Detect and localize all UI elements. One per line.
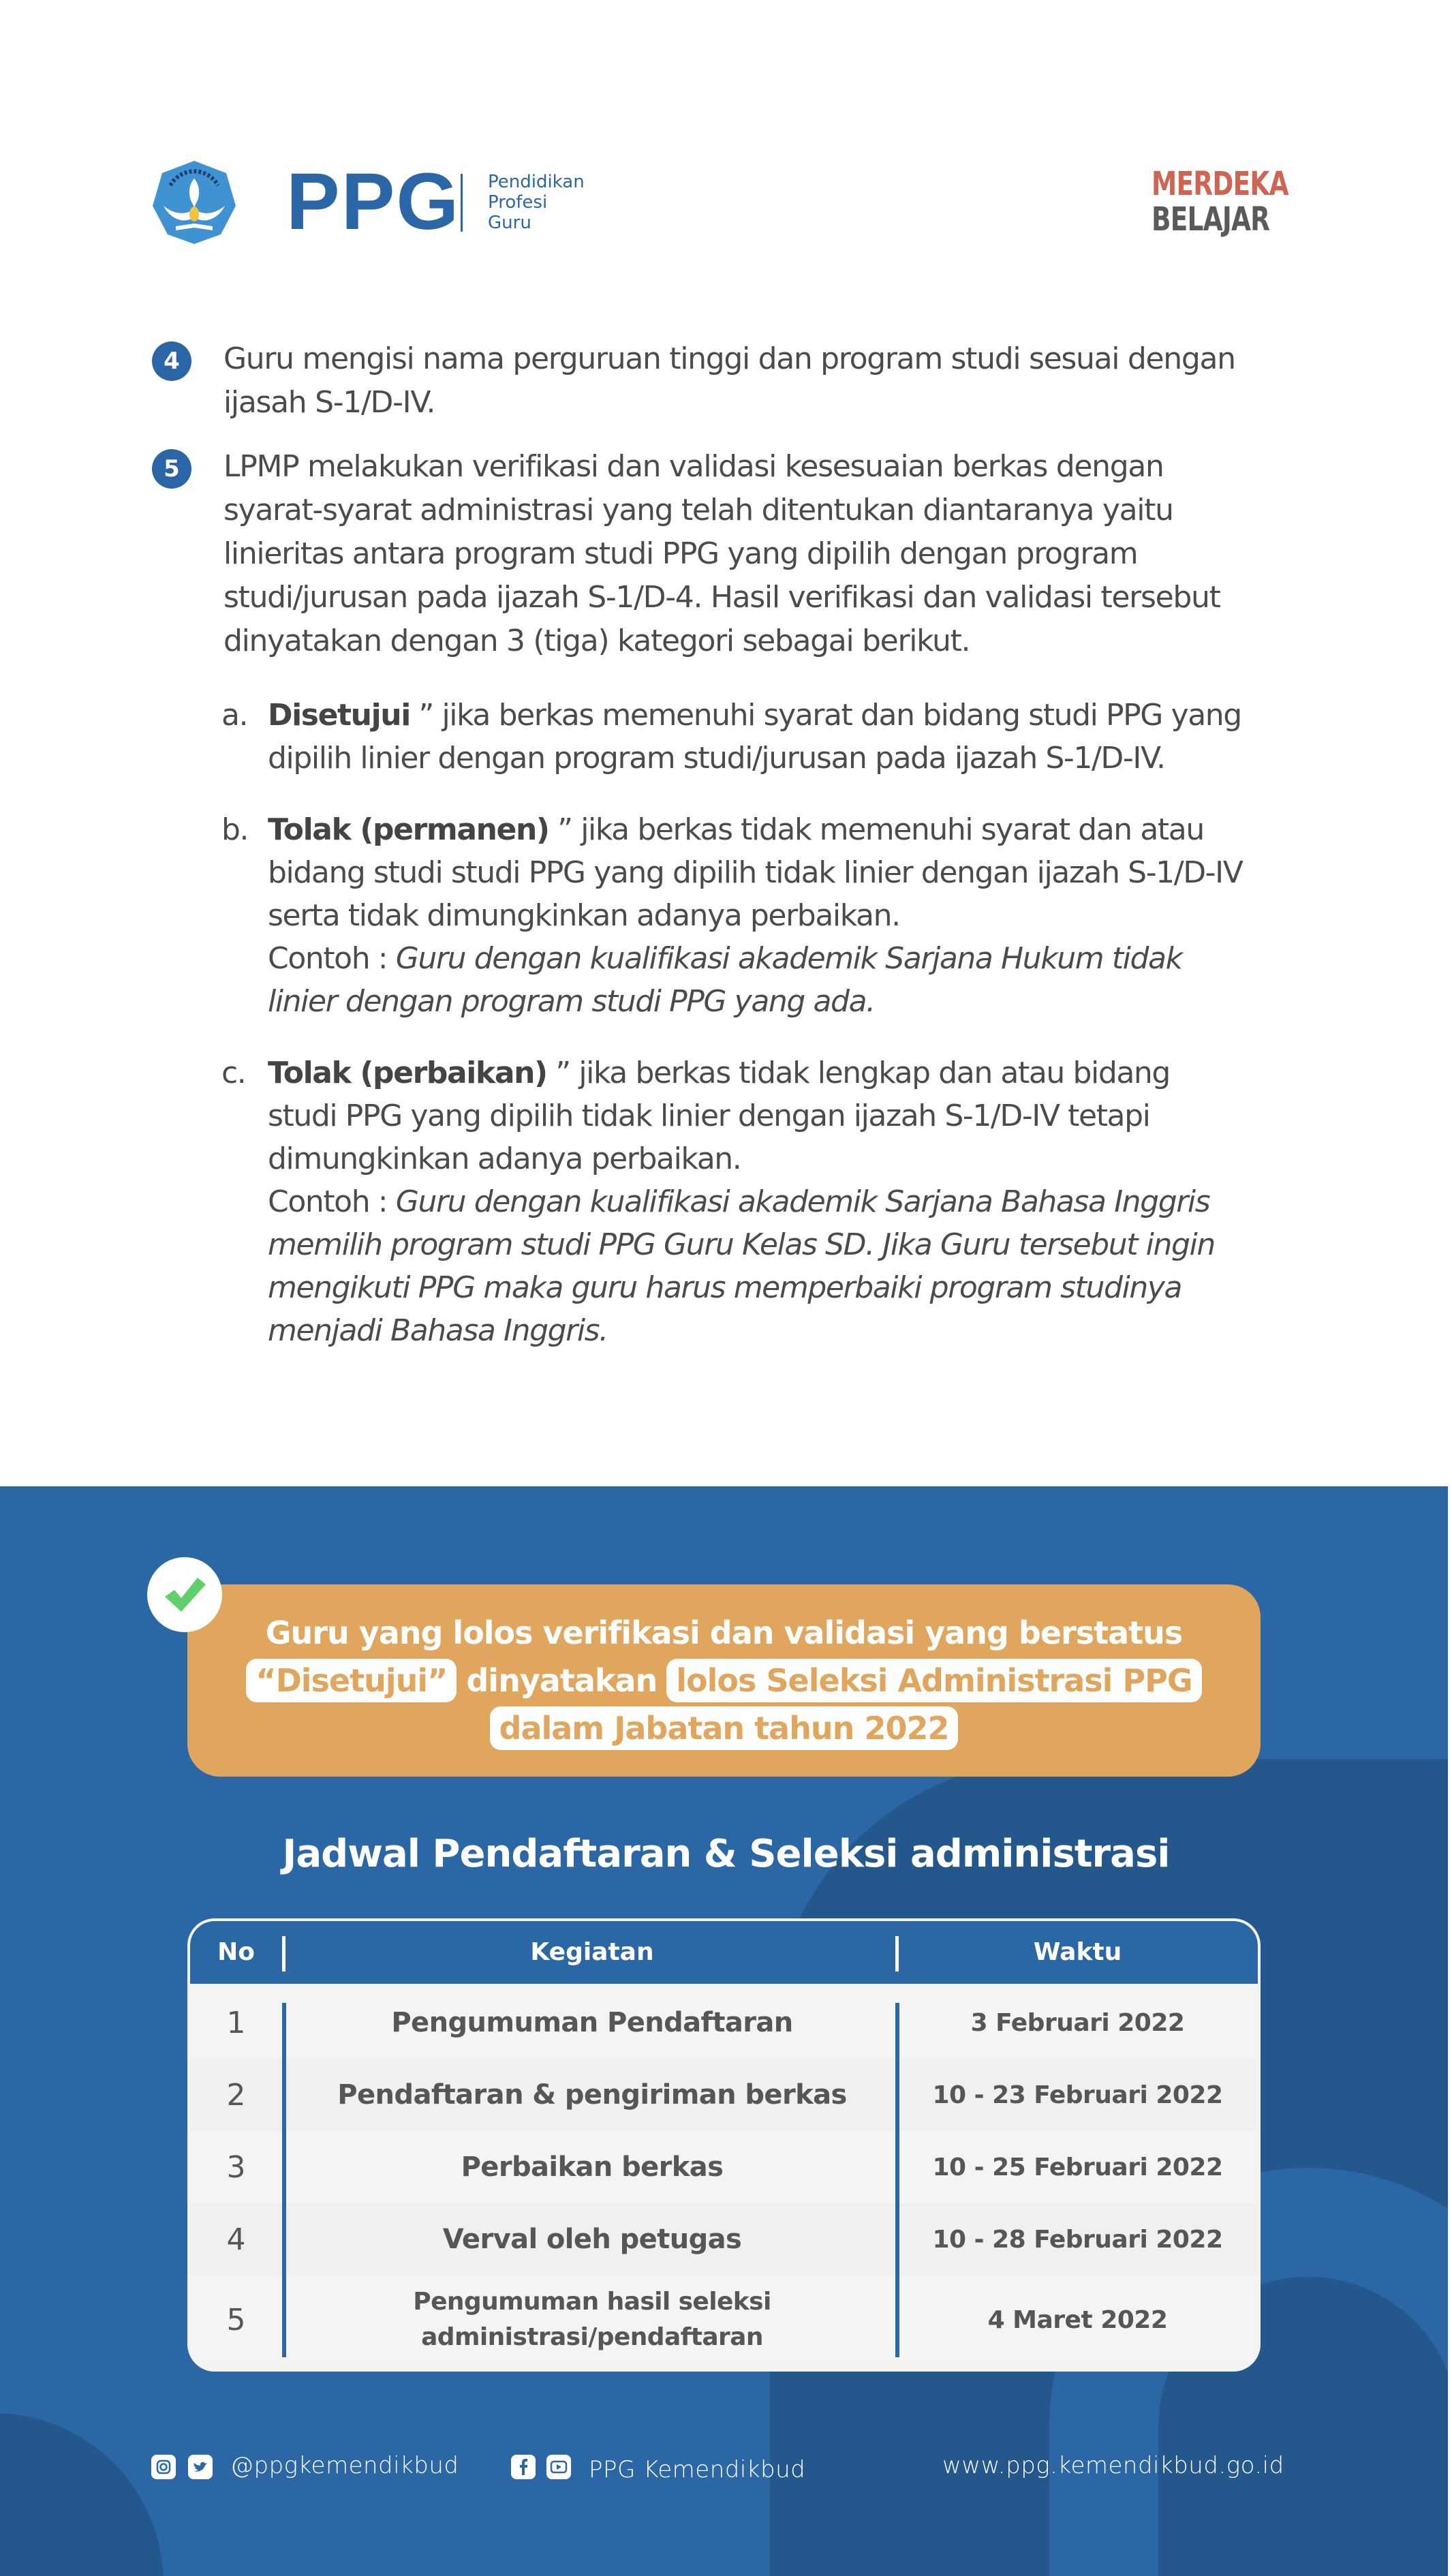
table-row [190,1987,1258,2059]
cell-waktu: 10 - 28 Februari 2022 [932,2225,1223,2254]
column-header-waktu: Waktu [1033,1938,1122,1966]
cell-no: 5 [226,2302,246,2337]
ppg-subtitle [488,172,585,233]
table-row [190,2275,1258,2364]
page-name[interactable]: PPG Kemendikbud [589,2456,806,2483]
merdeka-text: MERDEKA [1152,165,1288,203]
cell-kegiatan: Verval oleh petugas [442,2224,742,2255]
callout-line-2 [187,1657,1261,1704]
example-text: Guru dengan kualifikasi akademik Sarjana Bahasa Inggris memilih program studi PPG Guru Kelas SD. Jika Guru tersebut ingin mengikuti PPG maka guru harus memperbaiki program studinya menjadi Bahasa Inggris. [268,1184,1215,1348]
step-number-badge: 4 [152,341,191,381]
list-marker: c. [221,1056,246,1090]
header [0,0,1452,300]
category-item-tolak-perbaikan [221,1052,1244,1352]
step-number-badge: 5 [152,449,191,489]
cell-no: 4 [226,2222,246,2257]
cell-waktu: 4 Maret 2022 [987,2305,1168,2334]
step-text: LPMP melakukan verifikasi dan validasi kesesuaian berkas dengan syarat-syarat administrasi yang telah ditentukan diantaranya yaitu linieritas antara program studi PPG yang dipilih dengan program studi/jurusan pada ijazah S-1/D-4. Hasil verifikasi dan validasi tersebut dinyatakan dengan 3 (tiga) kategori sebagai berikut. [223,449,1220,658]
twitter-icon[interactable] [188,2455,213,2479]
category-item-disetujui [221,694,1244,780]
table-header [190,1921,1258,1987]
merdeka-belajar-logo [1152,166,1288,237]
logo-divider [461,174,463,232]
instagram-icon[interactable] [151,2455,176,2479]
cell-waktu: 3 Februari 2022 [970,2008,1185,2037]
category-list [221,694,1244,1352]
category-title: Tolak (perbaikan) [268,1056,547,1090]
example-label: Contoh : [268,941,396,976]
checkmark-icon [162,1574,207,1614]
cell-kegiatan: Pendaftaran & pengiriman berkas [337,2079,847,2111]
table-row [190,2131,1258,2203]
subtitle-line: Profesi [488,192,548,213]
category-text: ” jika berkas tidak memenuhi syarat dan atau bidang studi studi PPG yang dipilih tidak linier dengan ijazah S-1/D-IV serta tidak dimungkinkan adanya perbaikan. [268,812,1243,933]
callout-middle-text: dinyatakan [466,1662,658,1699]
table-row [190,2203,1258,2275]
cell-no: 3 [226,2149,246,2185]
website-link[interactable]: www.ppg.kemendikbud.go.id [942,2452,1284,2479]
schedule-table [187,1918,1261,2372]
list-marker: a. [221,698,248,733]
category-item-tolak-permanen [221,808,1244,1023]
youtube-icon[interactable] [546,2455,571,2479]
step-item [150,337,1254,425]
column-divider [282,2003,286,2357]
step-item [150,445,1254,663]
approval-callout [187,1584,1261,1777]
cell-waktu: 10 - 23 Februari 2022 [932,2081,1223,2109]
highlight-pill-tahun: dalam Jabatan tahun 2022 [490,1706,959,1750]
example-label: Contoh : [268,1184,396,1219]
cell-no: 1 [226,2005,246,2040]
subtitle-line: Guru [488,213,531,233]
category-title: Tolak (permanen) [268,812,549,847]
social-handle[interactable]: @ppgkemendikbud [230,2452,459,2479]
cell-waktu: 10 - 25 Februari 2022 [932,2153,1223,2181]
table-row [190,2059,1258,2131]
check-badge [147,1557,222,1632]
status-pill-disetujui: “Disetujui” [246,1659,457,1702]
tut-wuri-handayani-logo [150,158,238,247]
subtitle-line: Pendidikan [488,172,585,192]
column-header-kegiatan: Kegiatan [530,1938,654,1966]
list-marker: b. [221,812,249,847]
callout-line-3 [187,1704,1261,1752]
cell-kegiatan: Pengumuman Pendaftaran [391,2007,793,2038]
ppg-wordmark: PPG [286,157,461,247]
callout-line-1: Guru yang lolos verifikasi dan validasi yang berstatus [265,1614,1183,1651]
table-body [190,1987,1258,2364]
example-text: Guru dengan kualifikasi akademik Sarjana Hukum tidak linier dengan program studi PPG yang ada. [268,941,1182,1019]
footer [0,2447,1452,2487]
step-text: Guru mengisi nama perguruan tinggi dan program studi sesuai dengan ijasah S-1/D-IV. [223,341,1235,420]
category-text: ” jika berkas tidak lengkap dan atau bidang studi PPG yang dipilih tidak linier dengan ijazah S-1/D-IV tetapi dimungkinkan adanya perbaikan. [268,1056,1170,1176]
category-text: ” jika berkas memenuhi syarat dan bidang studi PPG yang dipilih linier dengan program studi/jurusan pada ijazah S-1/D-IV. [268,698,1241,776]
belajar-text: BELAJAR [1152,200,1270,239]
cell-kegiatan: Perbaikan berkas [461,2151,724,2183]
highlight-pill-lolos: lolos Seleksi Administrasi PPG [666,1659,1201,1702]
column-divider [895,2003,899,2357]
facebook-icon[interactable] [511,2455,536,2479]
schedule-title: Jadwal Pendaftaran & Seleksi administrasi [282,1832,1170,1876]
column-header-no: No [217,1938,255,1966]
cell-kegiatan: Pengumuman hasil seleksi administrasi/pendaftaran [413,2288,771,2351]
cell-no: 2 [226,2077,246,2113]
category-title: Disetujui [268,698,410,733]
decorative-circle [0,2413,164,2576]
step-list [150,337,1254,663]
